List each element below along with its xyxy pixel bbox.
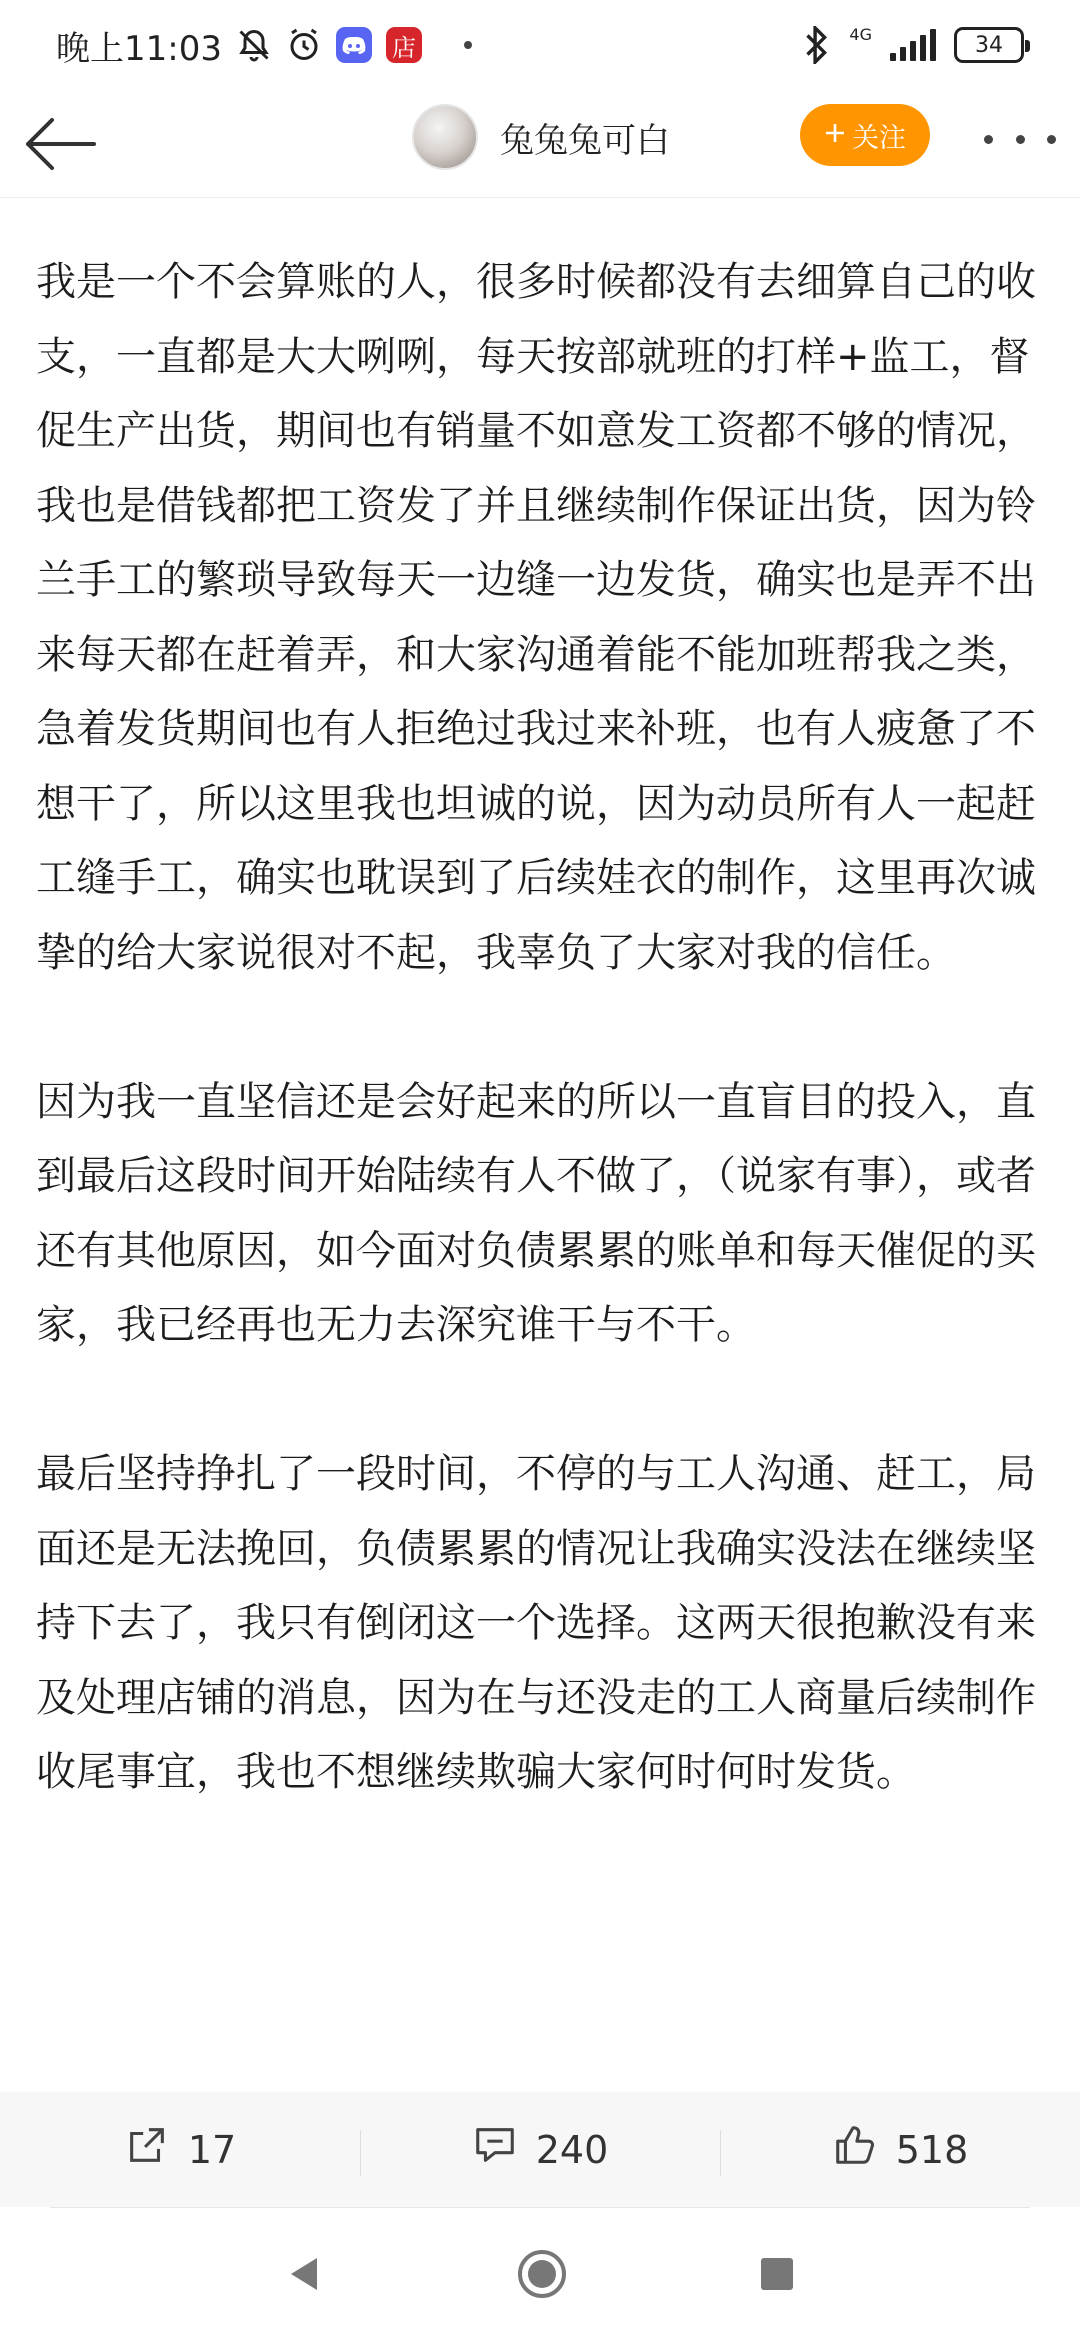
nav-back-icon[interactable] (285, 2254, 325, 2294)
avatar[interactable] (412, 104, 478, 170)
nav-home-icon[interactable] (516, 2248, 568, 2300)
post-paragraph: 最后坚持挣扎了一段时间，不停的与工人沟通、赶工，局面还是无法挽回，负债累累的情况让我确实没法在继续坚持下去了，我只有倒闭这一个选择。这两天很抱歉没有来及处理店铺的消息，因为在与还没走的工人商量后续制作收尾事宜，我也不想继续欺骗大家何时何时发货。 (36, 1451, 1036, 1795)
nav-recents-icon[interactable] (759, 2256, 795, 2292)
comment-icon (472, 2122, 518, 2177)
back-button[interactable] (24, 114, 98, 174)
mute-bell-icon (236, 27, 272, 63)
comment-count: 240 (535, 2127, 609, 2172)
post-paragraph: 因为我一直坚信还是会好起来的所以一直盲目的投入，直到最后这段时间开始陆续有人不做了，（说家有事），或者还有其他原因，如今面对负债累累的账单和每天催促的买家，我已经再也无力去深究谁干与不干。 (36, 1078, 1036, 1348)
post-header (0, 90, 1080, 198)
status-time: 晚上11:03 (56, 28, 222, 69)
plus-icon (824, 120, 846, 151)
share-button[interactable] (0, 2092, 360, 2207)
follow-label: 关注 (852, 122, 906, 154)
share-count: 17 (187, 2127, 237, 2172)
author-info[interactable] (412, 104, 670, 170)
like-count: 518 (895, 2127, 969, 2172)
battery-level: 34 (975, 32, 1003, 58)
notification-dot-icon (464, 41, 472, 49)
bluetooth-icon (803, 26, 831, 64)
more-options-icon[interactable] (984, 114, 1056, 164)
battery-icon (954, 27, 1024, 63)
discord-icon (336, 27, 372, 63)
network-type: 4G (849, 25, 872, 44)
post-paragraph: 我是一个不会算账的人，很多时候都没有去细算自己的收支，一直都是大大咧咧，每天按部就班的打样+监工，督促生产出货，期间也有销量不如意发工资都不够的情况，我也是借钱都把工资发了并且继续制作保证出货，因为铃兰手工的繁琐导致每天一边缝一边发货，确实也是弄不出来每天都在赶着弄，和大家沟通着能不能加班帮我之类，急着发货期间也有人拒绝过我过来补班，也有人疲惫了不想干了，所以这里我也坦诚的说，因为动员所有人一起赶工缝手工，确实也耽误到了后续娃衣的制作，这里再次诚挚的给大家说很对不起，我辜负了大家对我的信任。 (36, 259, 1036, 976)
back-arrow-icon (24, 114, 98, 174)
author-name[interactable]: 兔兔兔可白 (500, 120, 670, 161)
comment-button[interactable] (360, 2092, 720, 2207)
thumbs-up-icon (832, 2122, 878, 2177)
post-content (36, 245, 1048, 1810)
system-navigation-bar (0, 2208, 1080, 2340)
signal-icon (890, 29, 936, 61)
shop-icon: 店 (386, 27, 422, 63)
follow-button[interactable] (800, 104, 930, 166)
post-action-bar (0, 2092, 1080, 2207)
status-bar (0, 0, 1080, 90)
alarm-icon (286, 27, 322, 63)
share-icon (124, 2122, 170, 2177)
like-button[interactable] (720, 2092, 1080, 2207)
